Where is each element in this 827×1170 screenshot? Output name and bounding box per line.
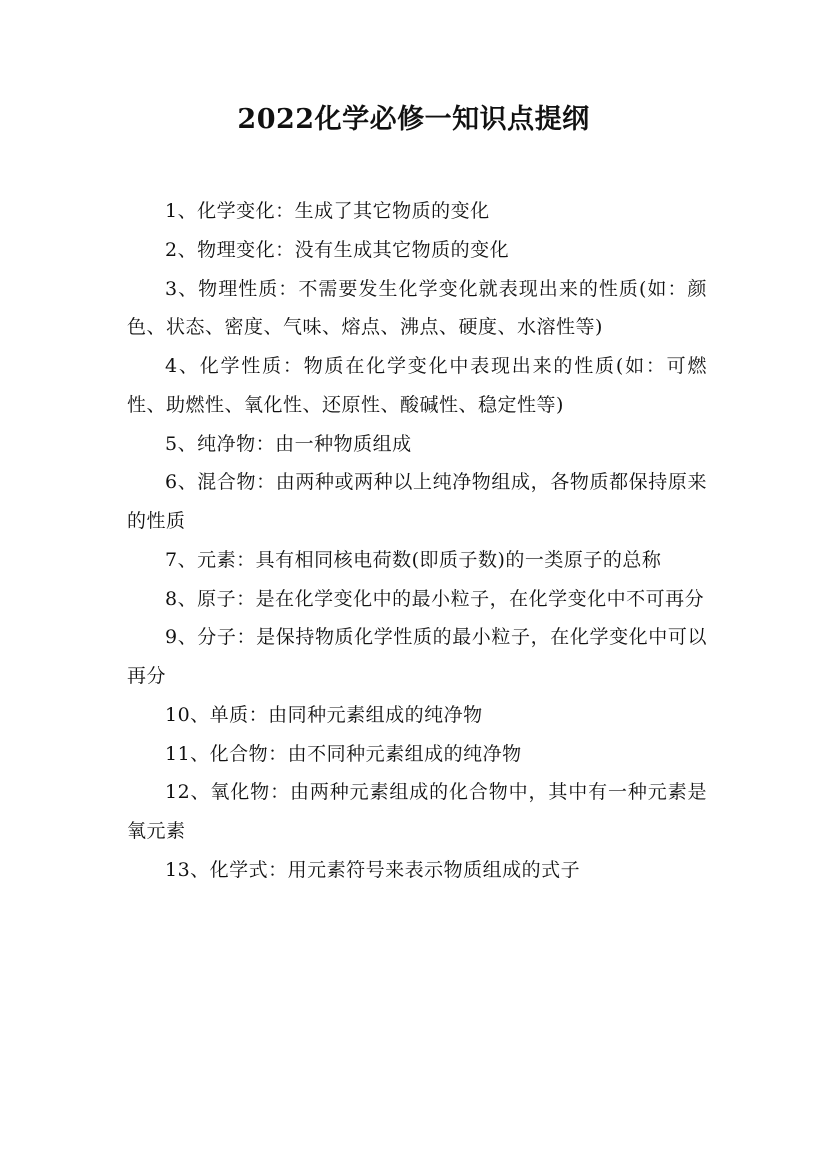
paragraph-10: 10、单质：由同种元素组成的纯净物 — [165, 703, 483, 726]
document-body — [127, 192, 707, 890]
paragraph-4: 4、化学性质：物质在化学变化中表现出来的性质(如：可燃性、助燃性、氧化性、还原性、酸碱性、稳定性等) — [127, 355, 707, 416]
paragraph-8: 8、原子：是在化学变化中的最小粒子，在化学变化中不可再分 — [165, 587, 705, 610]
paragraph-6: 6、混合物：由两种或两种以上纯净物组成，各物质都保持原来的性质 — [127, 471, 707, 532]
paragraph-5: 5、纯净物：由一种物质组成 — [165, 432, 412, 455]
document-title: 2022化学必修一知识点提纲 — [237, 104, 590, 135]
paragraph-13: 13、化学式：用元素符号来表示物质组成的式子 — [165, 858, 581, 881]
paragraph-9: 9、分子：是保持物质化学性质的最小粒子，在化学变化中可以再分 — [127, 626, 707, 687]
paragraph-3: 3、物理性质：不需要发生化学变化就表现出来的性质(如：颜色、状态、密度、气味、熔点、沸点、硬度、水溶性等) — [127, 277, 707, 339]
paragraph-12: 12、氧化物：由两种元素组成的化合物中，其中有一种元素是氧元素 — [127, 781, 707, 842]
paragraph-7: 7、元素：具有相同核电荷数(即质子数)的一类原子的总称 — [165, 548, 662, 571]
paragraph-11: 11、化合物：由不同种元素组成的纯净物 — [165, 742, 522, 765]
paragraph-2: 2、物理变化：没有生成其它物质的变化 — [165, 238, 510, 261]
paragraph-1: 1、化学变化：生成了其它物质的变化 — [165, 200, 490, 222]
